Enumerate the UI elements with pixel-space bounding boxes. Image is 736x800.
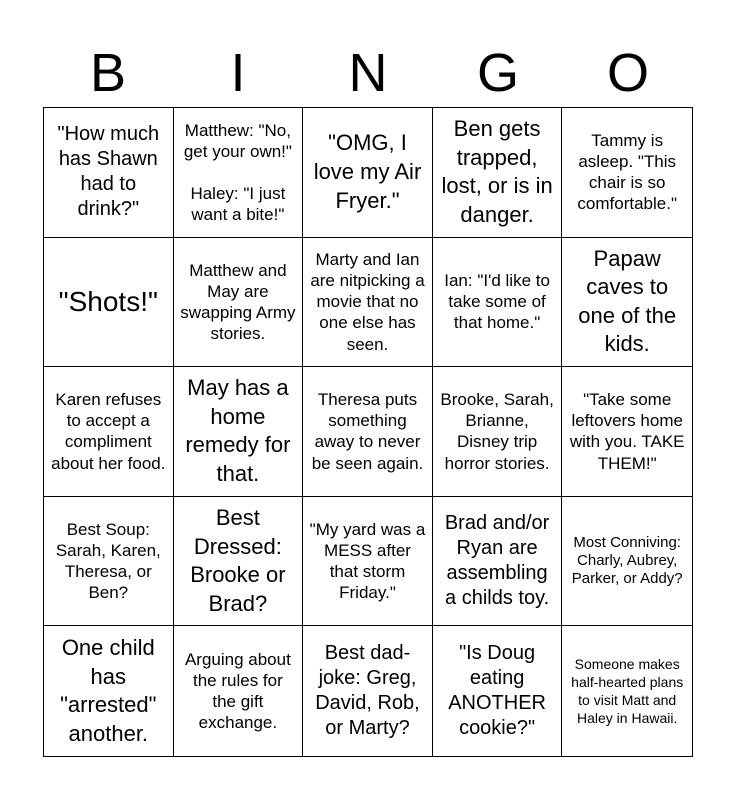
bingo-cell[interactable] bbox=[433, 497, 563, 627]
bingo-cell[interactable] bbox=[303, 108, 433, 238]
header-letter-b: B bbox=[89, 43, 127, 103]
cell-text: Matthew: "No, get your own!" Haley: "I just want a bite!" bbox=[183, 120, 292, 224]
cell-text: Someone makes half-hearted plans to visit Matt and Haley in Hawaii. bbox=[571, 655, 684, 727]
header-letter-o: O bbox=[606, 43, 649, 103]
bingo-cell[interactable] bbox=[174, 108, 304, 238]
cell-text: Tammy is asleep. "This chair is so comfortable." bbox=[577, 131, 677, 214]
cell-text: Theresa puts something away to never be seen again. bbox=[311, 390, 424, 473]
cell-text: "Shots!" bbox=[58, 285, 158, 317]
bingo-cell[interactable] bbox=[562, 497, 692, 627]
cell-text: One child has "arrested" another. bbox=[60, 635, 157, 746]
cell-text: "OMG, I love my Air Fryer." bbox=[313, 130, 422, 213]
cell-text: Brooke, Sarah, Brianne, Disney trip horror stories. bbox=[440, 390, 554, 473]
bingo-cell[interactable] bbox=[44, 238, 174, 368]
cell-text: Karen refuses to accept a compliment about her food. bbox=[51, 390, 166, 473]
bingo-cell[interactable] bbox=[562, 367, 692, 497]
bingo-header bbox=[43, 40, 693, 106]
cell-text: Marty and Ian are nitpicking a movie that no one else has seen. bbox=[310, 250, 425, 354]
bingo-cell[interactable] bbox=[303, 497, 433, 627]
bingo-cell[interactable] bbox=[303, 367, 433, 497]
bingo-cell[interactable] bbox=[44, 626, 174, 756]
bingo-board bbox=[43, 107, 693, 757]
cell-text: May has a home remedy for that. bbox=[185, 375, 291, 487]
cell-text: "My yard was a MESS after that storm Friday." bbox=[309, 519, 426, 603]
bingo-cell[interactable] bbox=[562, 108, 692, 238]
bingo-cell[interactable] bbox=[433, 626, 563, 756]
bingo-cell[interactable] bbox=[433, 238, 563, 368]
cell-text: Brad and/or Ryan are assembling a childs toy. bbox=[444, 512, 550, 610]
header-letter-n: N bbox=[348, 43, 388, 103]
bingo-cell[interactable] bbox=[44, 497, 174, 627]
bingo-cell[interactable] bbox=[44, 367, 174, 497]
cell-text: Arguing about the rules for the gift exchange. bbox=[184, 650, 291, 733]
header-letter-g: G bbox=[476, 43, 519, 103]
cell-text: "How much has Shawn had to drink?" bbox=[57, 123, 160, 221]
bingo-cell[interactable] bbox=[303, 626, 433, 756]
bingo-cell[interactable] bbox=[433, 367, 563, 497]
cell-text: Matthew and May are swapping Army stories. bbox=[180, 260, 296, 343]
bingo-cell[interactable] bbox=[562, 238, 692, 368]
header-letter-i: I bbox=[230, 43, 246, 103]
bingo-cell[interactable] bbox=[174, 238, 304, 368]
cell-text: Best dad-joke: Greg, David, Rob, or Marty? bbox=[315, 642, 420, 740]
cell-text: Best Soup: Sarah, Karen, Theresa, or Ben? bbox=[55, 519, 161, 603]
bingo-cell[interactable] bbox=[44, 108, 174, 238]
bingo-cell[interactable] bbox=[174, 497, 304, 627]
bingo-cell[interactable] bbox=[433, 108, 563, 238]
cell-text: Most Conniving: Charly, Aubrey, Parker, or Addy? bbox=[571, 534, 683, 588]
bingo-cell[interactable] bbox=[303, 238, 433, 368]
cell-text: Ben gets trapped, lost, or is in danger. bbox=[441, 116, 553, 227]
cell-text: Papaw caves to one of the kids. bbox=[578, 245, 677, 357]
bingo-cell[interactable] bbox=[174, 367, 304, 497]
bingo-cell[interactable] bbox=[562, 626, 692, 756]
cell-text: Ian: "I'd like to take some of that home." bbox=[444, 271, 550, 333]
cell-text: Best Dressed: Brooke or Brad? bbox=[190, 504, 286, 616]
bingo-cell[interactable] bbox=[174, 626, 304, 756]
cell-text: "Is Doug eating ANOTHER cookie?" bbox=[448, 642, 546, 740]
cell-text: "Take some leftovers home with you. TAKE THEM!" bbox=[569, 390, 685, 473]
